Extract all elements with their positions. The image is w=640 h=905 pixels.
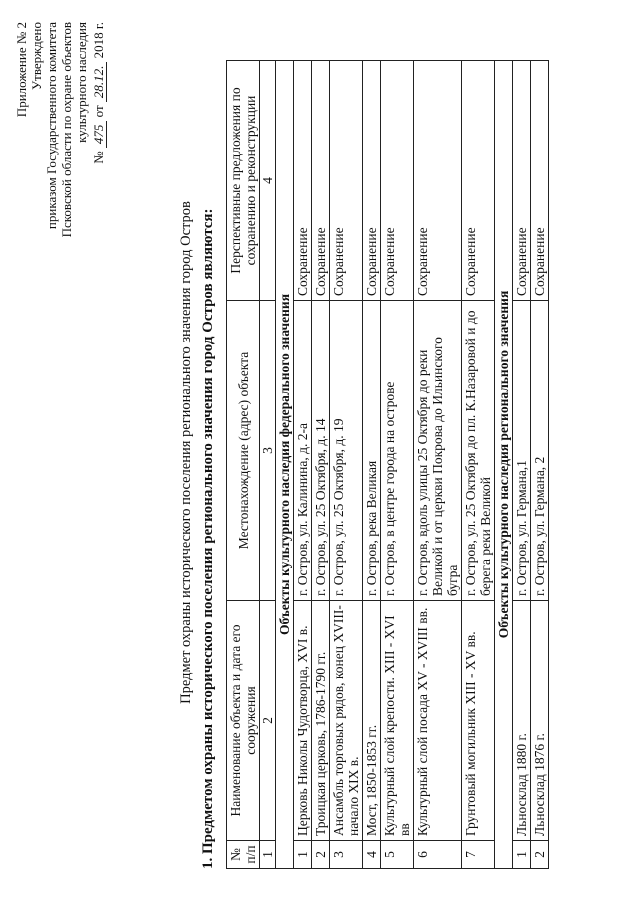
object-proposal: Сохранение bbox=[414, 61, 462, 301]
row-number: 6 bbox=[414, 841, 462, 869]
row-number: 2 bbox=[312, 841, 330, 869]
object-name: Церковь Николы Чудотворца, XVI в. bbox=[294, 601, 312, 841]
heritage-objects-table bbox=[226, 60, 549, 869]
object-address: г. Остров, ул. Германа,1 bbox=[513, 301, 531, 601]
object-address: г. Остров, ул. Калинина, д. 2-а bbox=[294, 301, 312, 601]
order-year: 2018 г. bbox=[91, 22, 106, 59]
approval-line: приказом Государственного комитета bbox=[44, 22, 59, 230]
header-object-name: Наименование объекта и дата его сооружения bbox=[227, 601, 260, 841]
object-address: г. Остров, река Великая bbox=[363, 301, 381, 601]
header-address: Местонахождение (адрес) объекта bbox=[227, 301, 260, 601]
table-row bbox=[462, 61, 495, 869]
object-name: Грунтовый могильник XIII - XV вв. bbox=[462, 601, 495, 841]
row-number: 1 bbox=[513, 841, 531, 869]
object-address: г. Остров, ул. 25 Октября, д. 14 bbox=[312, 301, 330, 601]
approval-line: культурного наследия bbox=[74, 22, 89, 143]
object-proposal: Сохранение bbox=[312, 61, 330, 301]
object-proposal: Сохранение bbox=[531, 61, 549, 301]
column-number-row: 1 2 3 4 bbox=[260, 61, 276, 869]
object-proposal: Сохранение bbox=[330, 61, 363, 301]
header-proposals: Перспективные предложения по сохранению и реконструкции bbox=[227, 61, 260, 301]
table-row bbox=[312, 61, 330, 869]
object-name: Ансамбль торговых рядов, конец XVIII- начало XIX в. bbox=[330, 601, 363, 841]
approved-label: Утверждено bbox=[29, 22, 44, 91]
group-header-regional: Объекты культурного наследия регионального значения bbox=[495, 61, 513, 869]
row-number: 1 bbox=[294, 841, 312, 869]
object-name: Мост, 1850-1853 гг. bbox=[363, 601, 381, 841]
row-number: 2 bbox=[531, 841, 549, 869]
order-line: № 475 от 28.12. 2018 г. bbox=[91, 22, 106, 164]
row-number: 4 bbox=[363, 841, 381, 869]
object-name: Культурный слой крепости. XIII - XVI вв bbox=[381, 601, 414, 841]
document-title: Предмет охраны исторического поселения регионального значения город Остров bbox=[178, 201, 194, 704]
table-row bbox=[381, 61, 414, 869]
object-proposal: Сохранение bbox=[294, 61, 312, 301]
object-name: Троицкая церковь, 1786-1790 гг. bbox=[312, 601, 330, 841]
row-number: 3 bbox=[330, 841, 363, 869]
table-row bbox=[294, 61, 312, 869]
object-address: г. Остров, ул. 25 Октября до пл. К.Назаровой и до берега реки Великой bbox=[462, 301, 495, 601]
object-name: Льносклад 1880 г. bbox=[513, 601, 531, 841]
appendix-block bbox=[14, 22, 106, 312]
table-row bbox=[363, 61, 381, 869]
table-row bbox=[531, 61, 549, 869]
row-number: 5 bbox=[381, 841, 414, 869]
table-row bbox=[330, 61, 363, 869]
object-proposal: Сохранение bbox=[381, 61, 414, 301]
object-name: Льносклад 1876 г. bbox=[531, 601, 549, 841]
order-date: 28.12. bbox=[91, 62, 107, 103]
group-header-federal: Объекты культурного наследия федерального значения bbox=[276, 61, 294, 869]
table-row bbox=[414, 61, 462, 869]
row-number: 7 bbox=[462, 841, 495, 869]
appendix-number: Приложение № 2 bbox=[14, 22, 29, 118]
order-number: 475 bbox=[91, 121, 107, 149]
object-proposal: Сохранение bbox=[363, 61, 381, 301]
approval-line: Псковской области по охране объектов bbox=[59, 22, 74, 238]
object-address: г. Остров, ул. 25 Октября, д. 19 bbox=[330, 301, 363, 601]
header-number: № п/п bbox=[227, 841, 260, 869]
object-address: г. Остров, ул. Германа, 2 bbox=[531, 301, 549, 601]
object-name: Культурный слой посада XV - XVIII вв. bbox=[414, 601, 462, 841]
section-heading: 1. Предметом охраны исторического поселения регионального значения город Остров являются: bbox=[200, 208, 216, 869]
object-proposal: Сохранение bbox=[462, 61, 495, 301]
object-address: г. Остров, вдоль улицы 25 Октября до реки Великой и от церкви Покрова до Ильинского бугра bbox=[414, 301, 462, 601]
object-proposal: Сохранение bbox=[513, 61, 531, 301]
table-row bbox=[513, 61, 531, 869]
object-address: г. Остров, в центре города на острове bbox=[381, 301, 414, 601]
